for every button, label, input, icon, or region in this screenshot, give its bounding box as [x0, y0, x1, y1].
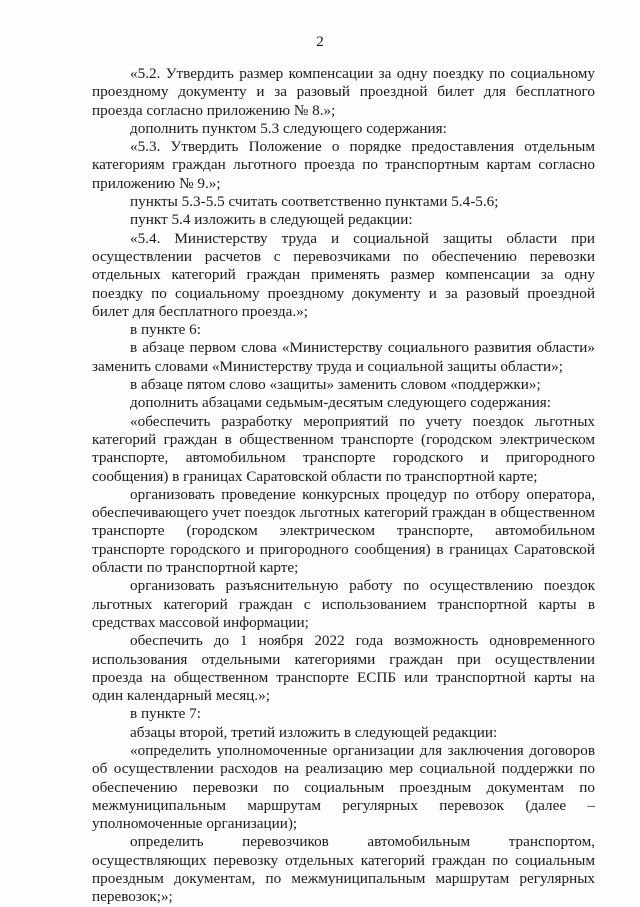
document-body	[92, 65, 595, 907]
paragraph: в пункте 6:	[130, 321, 201, 339]
paragraph: обеспечить до 1 ноября 2022 года возможность одновременного использования отдельными категориями граждан при осуществлении проезда на общественном транспорте ЕСПБ или транспортной карты на один календарный месяц.»;	[92, 632, 595, 705]
paragraph: в абзаце первом слова «Министерству социального развития области» заменить словами «Министерству труда и социальной защиты области»;	[92, 339, 595, 375]
paragraph: «обеспечить разработку мероприятий по учету поездок льготных категорий граждан в общественном транспорте (городском электрическом транспорте, автомобильном транспорте городского и пригородного сообщения) в границах Саратовской области по транспортной карте;	[92, 412, 595, 485]
paragraph: дополнить пунктом 5.3 следующего содержания:	[130, 119, 447, 137]
paragraph: абзацы второй, третий изложить в следующей редакции:	[130, 723, 498, 741]
paragraph: пункт 5.4 изложить в следующей редакции:	[130, 211, 413, 229]
paragraph: «определить уполномоченные организации для заключения договоров об осуществлении расходов на реализацию мер социальной поддержки по обеспечению перевозки по социальным проездным документам по межмуниципальным маршрутам регулярных перевозок (далее – уполномоченные организации);	[92, 741, 595, 833]
page-number: 2	[316, 34, 324, 50]
paragraph: организовать разъяснительную работу по осуществлению поездок льготных категорий граждан с использованием транспортной карты в средствах массовой информации;	[92, 577, 595, 631]
paragraph: пункты 5.3-5.5 считать соответственно пунктами 5.4-5.6;	[130, 193, 499, 211]
paragraph: организовать проведение конкурсных процедур по отбору оператора, обеспечивающего учет поездок льготных категорий граждан в общественном транспорте (городском электрическом транспорте, автомобильном транспорте городского и пригородного сообщения) в границах Саратовской области по транспортной карте;	[92, 485, 595, 577]
paragraph: дополнить абзацами седьмым-десятым следующего содержания:	[130, 394, 551, 412]
paragraph: «5.4. Министерству труда и социальной защиты области при осуществлении расчетов с перевозчиками по обеспечению перевозки отдельных категорий граждан применять размер компенсации за одну поездку по социальному проездному документу и за разовый проездной билет для бесплатного проезда.»;	[92, 229, 595, 320]
paragraph: определить перевозчиков автомобильным транспортом, осуществляющих перевозку отдельных категорий граждан по социальным проездным документам, по межмуниципальным маршрутам регулярных перевозок;»;	[92, 833, 595, 906]
paragraph: в пункте 7:	[130, 705, 201, 723]
paragraph: «5.2. Утвердить размер компенсации за одну поездку по социальному проездному документу и за разовый проездной билет для бесплатного проезда согласно приложению № 8.»;	[92, 65, 595, 119]
paragraph: «5.3. Утвердить Положение о порядке предоставления отдельным категориям граждан льготного проезда по транспортным картам согласно приложению № 9.»;	[92, 138, 595, 192]
paragraph: в абзаце пятом слово «защиты» заменить словом «поддержки»;	[130, 376, 541, 394]
